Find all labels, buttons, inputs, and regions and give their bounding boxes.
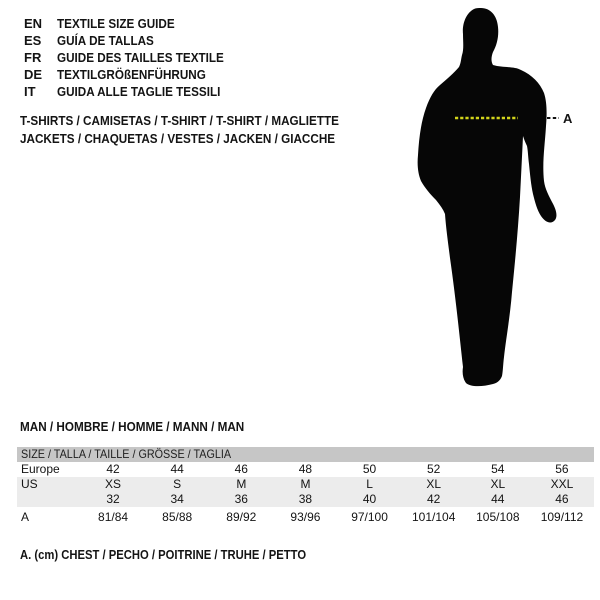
language-code: IT <box>24 84 36 99</box>
table-row-chest-cm <box>17 507 594 527</box>
table-row-numeric <box>17 492 594 507</box>
measure-label: A <box>563 111 573 126</box>
size-cell: 38 <box>298 492 313 506</box>
size-cell: 101/104 <box>411 510 456 524</box>
size-cell: 89/92 <box>226 510 257 524</box>
language-code: EN <box>24 16 43 31</box>
size-cell: 32 <box>106 492 120 506</box>
language-row <box>24 66 242 83</box>
size-cell: 85/88 <box>162 510 193 524</box>
size-cell: 40 <box>362 492 377 506</box>
language-code: DE <box>24 67 43 82</box>
language-row <box>24 15 242 32</box>
size-cell: XS <box>105 477 122 491</box>
size-cell: 46 <box>555 492 569 506</box>
size-cell: 52 <box>427 462 441 476</box>
size-cell: 97/100 <box>351 510 388 524</box>
size-cell: 93/96 <box>290 510 321 524</box>
size-cell: 36 <box>234 492 248 506</box>
language-code: FR <box>24 50 42 65</box>
row-label: Europe <box>21 462 60 476</box>
row-label: US <box>21 477 38 491</box>
size-table-header-label: SIZE / TALLA / TAILLE / GRÖSSE / TAGLIA <box>21 447 232 461</box>
size-cell: 44 <box>170 462 184 476</box>
size-cell: 44 <box>491 492 505 506</box>
size-table <box>17 447 594 527</box>
row-label <box>17 492 81 507</box>
language-label: TEXTILGRÖßENFÜHRUNG <box>57 67 206 82</box>
size-cell: 56 <box>555 462 569 476</box>
size-cell: 46 <box>234 462 248 476</box>
size-table-header <box>17 447 594 462</box>
size-cell: 42 <box>106 462 120 476</box>
size-cell: 105/108 <box>476 510 520 524</box>
language-label: TEXTILE SIZE GUIDE <box>57 16 175 31</box>
size-cell: 34 <box>170 492 184 506</box>
man-figure <box>400 0 600 400</box>
language-label: GUÍA DE TALLAS <box>57 33 154 48</box>
row-label: A <box>21 510 30 524</box>
garment-categories <box>20 112 374 147</box>
size-cell: 54 <box>491 462 505 476</box>
table-row-us <box>17 477 594 492</box>
category-tshirts: T-SHIRTS / CAMISETAS / T-SHIRT / T-SHIRT / MAGLIETTE <box>20 113 339 128</box>
size-cell: XXL <box>550 477 574 491</box>
size-cell: M <box>300 477 311 491</box>
size-cell: 81/84 <box>98 510 129 524</box>
category-jackets: JACKETS / CHAQUETAS / VESTES / JACKEN / GIACCHE <box>20 130 336 146</box>
language-label: GUIDA ALLE TAGLIE TESSILI <box>57 84 221 99</box>
section-title-man: MAN / HOMBRE / HOMME / MANN / MAN <box>20 419 245 434</box>
size-cell: S <box>173 477 182 491</box>
language-row <box>24 83 242 100</box>
size-cell: XL <box>490 477 506 491</box>
size-cell: XL <box>426 477 442 491</box>
measurement-footnote: A. (cm) CHEST / PECHO / POITRINE / TRUHE / PETTO <box>20 548 307 562</box>
size-cell: 109/112 <box>540 510 584 524</box>
man-silhouette-icon <box>418 8 557 386</box>
language-row <box>24 49 242 66</box>
language-label: GUIDE DES TAILLES TEXTILE <box>57 50 224 65</box>
language-code: ES <box>24 33 42 48</box>
size-cell: 42 <box>427 492 441 506</box>
size-cell: M <box>236 477 247 491</box>
size-cell: L <box>366 477 373 491</box>
language-row <box>24 32 242 49</box>
size-cell: 48 <box>298 462 313 476</box>
language-guide-list <box>24 15 242 100</box>
size-cell: 50 <box>362 462 377 476</box>
table-row-europe <box>17 462 594 477</box>
